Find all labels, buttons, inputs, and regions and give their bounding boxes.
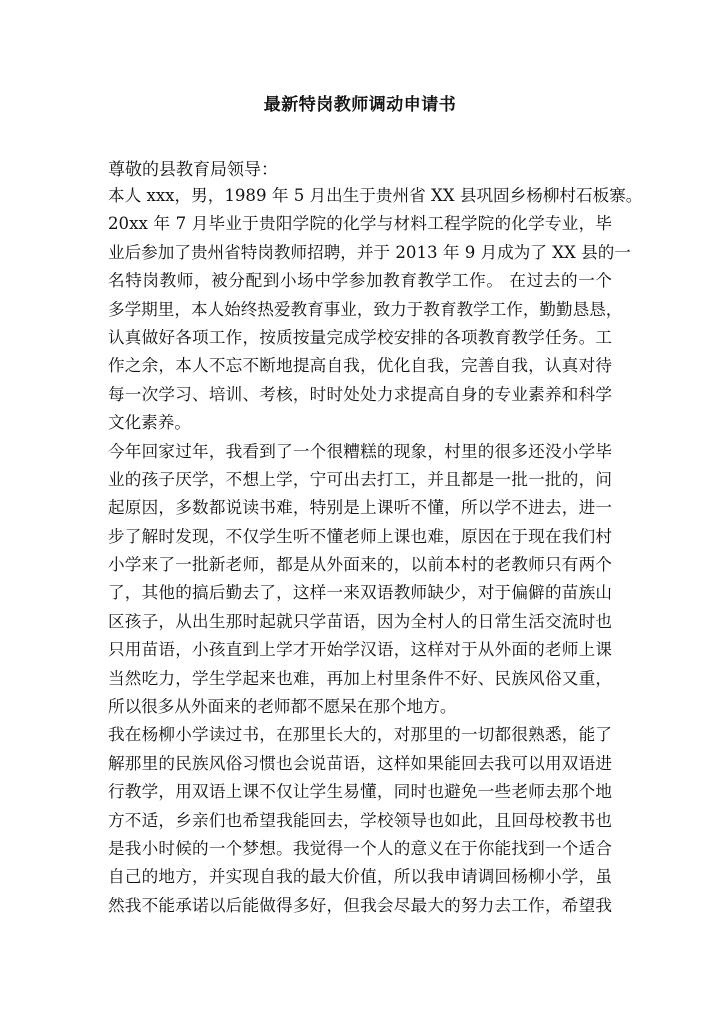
body-line: 20xx 年 7 月毕业于贵阳学院的化学与材料工程学院的化学专业，毕 [108,214,612,234]
body-line: 文化素养。 [108,413,191,433]
body-line: 区孩子，从出生那时起就只学苗语，因为全村人的日常生活交流时也 [108,611,612,631]
body-line: 起原因，多数都说读书难，特别是上课听不懂，所以学不进去，进一 [108,498,612,518]
body-line: 今年回家过年，我看到了一个很糟糕的现象，村里的很多还没小学毕 [108,441,612,461]
body-line: 名特岗教师，被分配到小场中学参加教育教学工作。 在过去的一个 [108,271,612,291]
body-line: 当然吃力，学生学起来也难，再加上村里条件不好、民族风俗又重， [108,668,612,688]
body-line: 多学期里，本人始终热爱教育事业，致力于教育教学工作，勤勤恳恳， [108,299,623,319]
document-title: 最新特岗教师调动申请书 [263,95,457,115]
body-line: 本人 xxx，男，1989 年 5 月出生于贵州省 XX 县巩固乡杨柳村石板寨。 [108,186,643,205]
body-line: 我在杨柳小学读过书，在那里长大的，对那里的一切都很熟悉，能了 [108,725,612,745]
body-line: 步了解时发现，不仅学生听不懂老师上课也难，原因在于现在我们村 [108,526,612,546]
body-line: 自己的地方，并实现自我的最大价值，所以我申请调回杨柳小学，虽 [108,867,612,887]
body-line: 认真做好各项工作，按质按量完成学校安排的各项教育教学任务。工 [108,327,612,347]
body-line: 每一次学习、培训、考核，时时处处力求提高自身的专业素养和科学 [108,384,612,404]
body-line: 小学来了一批新老师，都是从外面来的，以前本村的老教师只有两个 [108,555,612,575]
body-line: 作之余，本人不忘不断地提高自我，优化自我，完善自我，认真对待 [108,356,612,376]
body-line: 是我小时候的一个梦想。我觉得一个人的意义在于你能找到一个适合 [108,838,612,858]
body-line: 行教学，用双语上课不仅让学生易懂，同时也避免一些老师去那个地 [108,782,612,802]
body-line: 所以很多从外面来的老师都不愿呆在那个地方。 [108,697,457,717]
body-line: 了，其他的搞后勤去了，这样一来双语教师缺少，对于偏僻的苗族山 [108,583,612,603]
body-line: 解那里的民族风俗习惯也会说苗语，这样如果能回去我可以用双语进 [108,753,612,773]
salutation: 尊敬的县教育局领导： [108,160,278,180]
body-line: 方不适，乡亲们也希望我能回去，学校领导也如此，且回母校教书也 [108,810,612,830]
body-line: 只用苗语，小孩直到上学才开始学汉语，这样对于从外面的老师上课 [108,640,612,660]
body-line: 业后参加了贵州省特岗教师招聘，并于 2013 年 9 月成为了 XX 县的一 [108,242,631,262]
body-line: 业的孩子厌学，不想上学，宁可出去打工，并且都是一批一批的，问 [108,469,612,489]
body-line: 然我不能承诺以后能做得多好，但我会尽最大的努力去工作，希望我 [108,895,612,915]
letter-body [108,182,643,920]
